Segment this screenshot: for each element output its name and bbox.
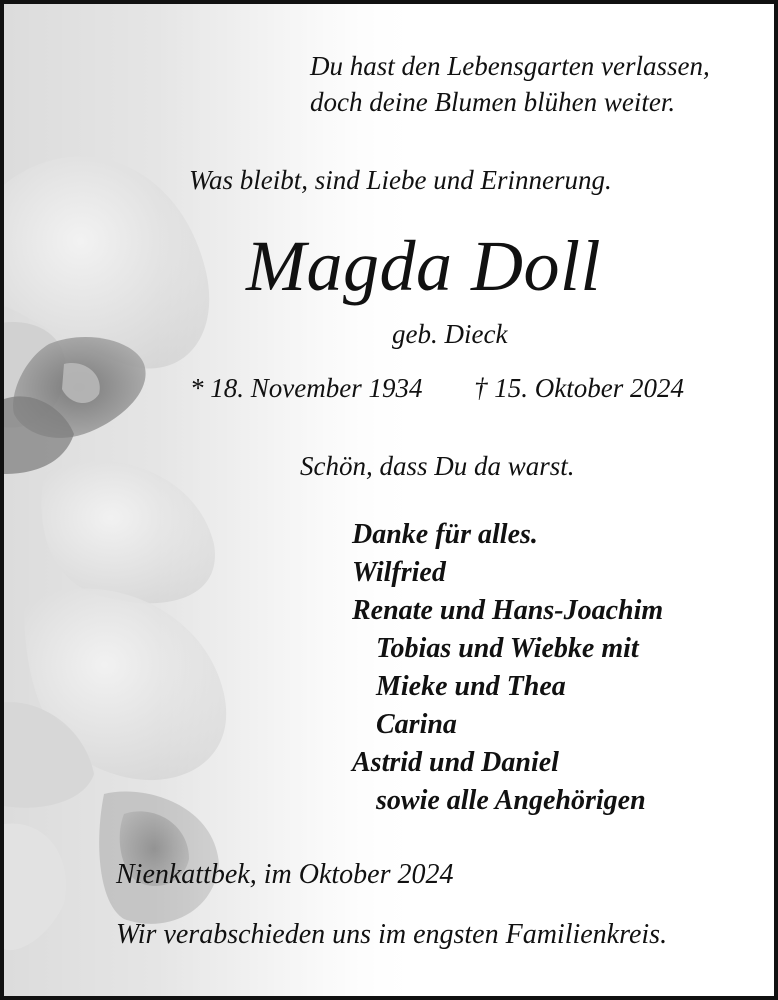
family-line: Mieke und Thea: [376, 671, 566, 702]
closing-note: Wir verabschieden uns im engsten Familienkreis.: [116, 919, 668, 950]
family-line: Astrid und Daniel: [352, 747, 559, 778]
maiden-name: geb. Dieck: [392, 319, 508, 349]
quote-line: Was bleibt, sind Liebe und Erinnerung.: [189, 165, 612, 195]
birth-date: * 18. November 1934: [190, 373, 423, 403]
family-line: Renate und Hans-Joachim: [352, 595, 664, 626]
place-and-date: Nienkattbek, im Oktober 2024: [116, 859, 454, 890]
family-line: Carina: [376, 709, 457, 740]
verse-line-1: Du hast den Lebensgarten verlassen,: [310, 51, 710, 81]
deceased-name: Magda Doll: [246, 226, 601, 306]
family-line: Wilfried: [352, 557, 446, 588]
verse-line-2: doch deine Blumen blühen weiter.: [310, 87, 676, 117]
family-line: Danke für alles.: [352, 519, 538, 550]
tribute-line: Schön, dass Du da warst.: [300, 451, 575, 481]
family-line: sowie alle Angehörigen: [376, 785, 646, 816]
family-line: Tobias und Wiebke mit: [376, 633, 639, 664]
orchid-background-image: [4, 4, 774, 996]
death-date: † 15. Oktober 2024: [474, 373, 684, 403]
